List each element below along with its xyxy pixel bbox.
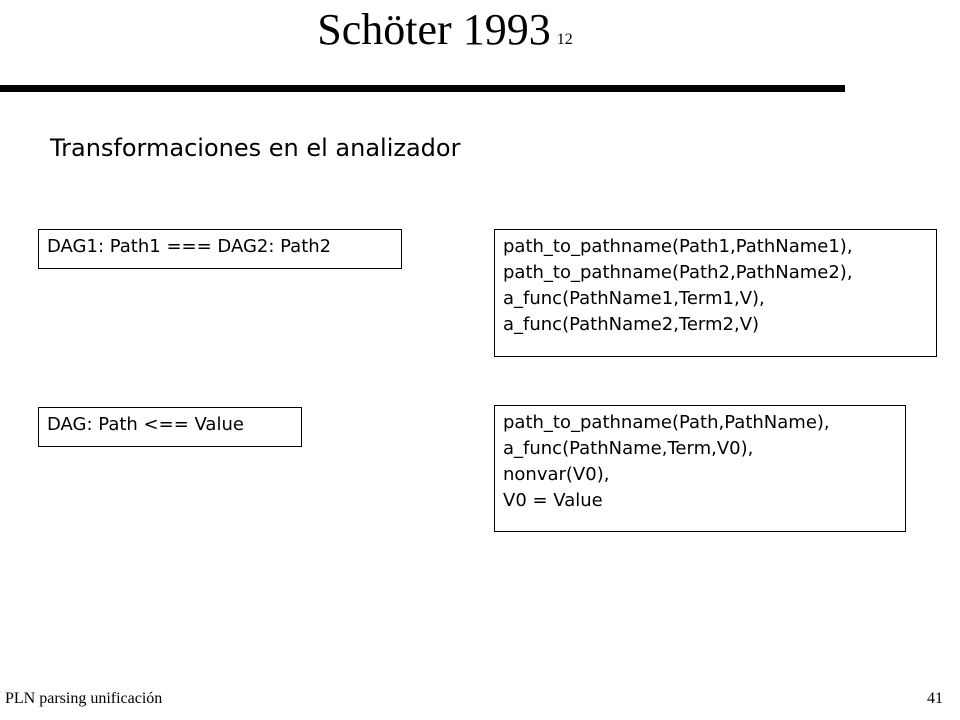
rule-2-translation-line: nonvar(V0), (503, 464, 610, 485)
rule-1-translation-line: a_func(PathName2,Term2,V) (503, 314, 760, 335)
slide-title-number: 12 (556, 31, 573, 48)
rule-1-translation-line: path_to_pathname(Path1,PathName1), (503, 236, 853, 257)
rule-2-translation-line: a_func(PathName,Term,V0), (503, 438, 754, 459)
rule-1-notation: DAG1: Path1 === DAG2: Path2 (47, 236, 332, 257)
footer-course-label: PLN parsing unificación (5, 690, 163, 707)
rule-2-translation-line: V0 = Value (503, 490, 603, 511)
slide-subtitle: Transformaciones en el analizador (50, 134, 461, 162)
footer-page-number: 41 (927, 690, 943, 707)
slide-title-text: Schöter 1993 (317, 5, 551, 54)
rule-2-notation: DAG: Path <== Value (47, 414, 244, 435)
rule-2-translation-box (494, 405, 906, 532)
rule-1-translation-line: a_func(PathName1,Term1,V), (503, 288, 765, 309)
slide-title (0, 2, 890, 68)
rule-2-notation-box (38, 407, 302, 447)
title-underline (0, 85, 845, 92)
rule-1-notation-box (38, 229, 402, 269)
rule-1-translation-box (494, 229, 937, 357)
rule-2-translation-line: path_to_pathname(Path,PathName), (503, 412, 830, 433)
rule-1-translation-line: path_to_pathname(Path2,PathName2), (503, 262, 853, 283)
